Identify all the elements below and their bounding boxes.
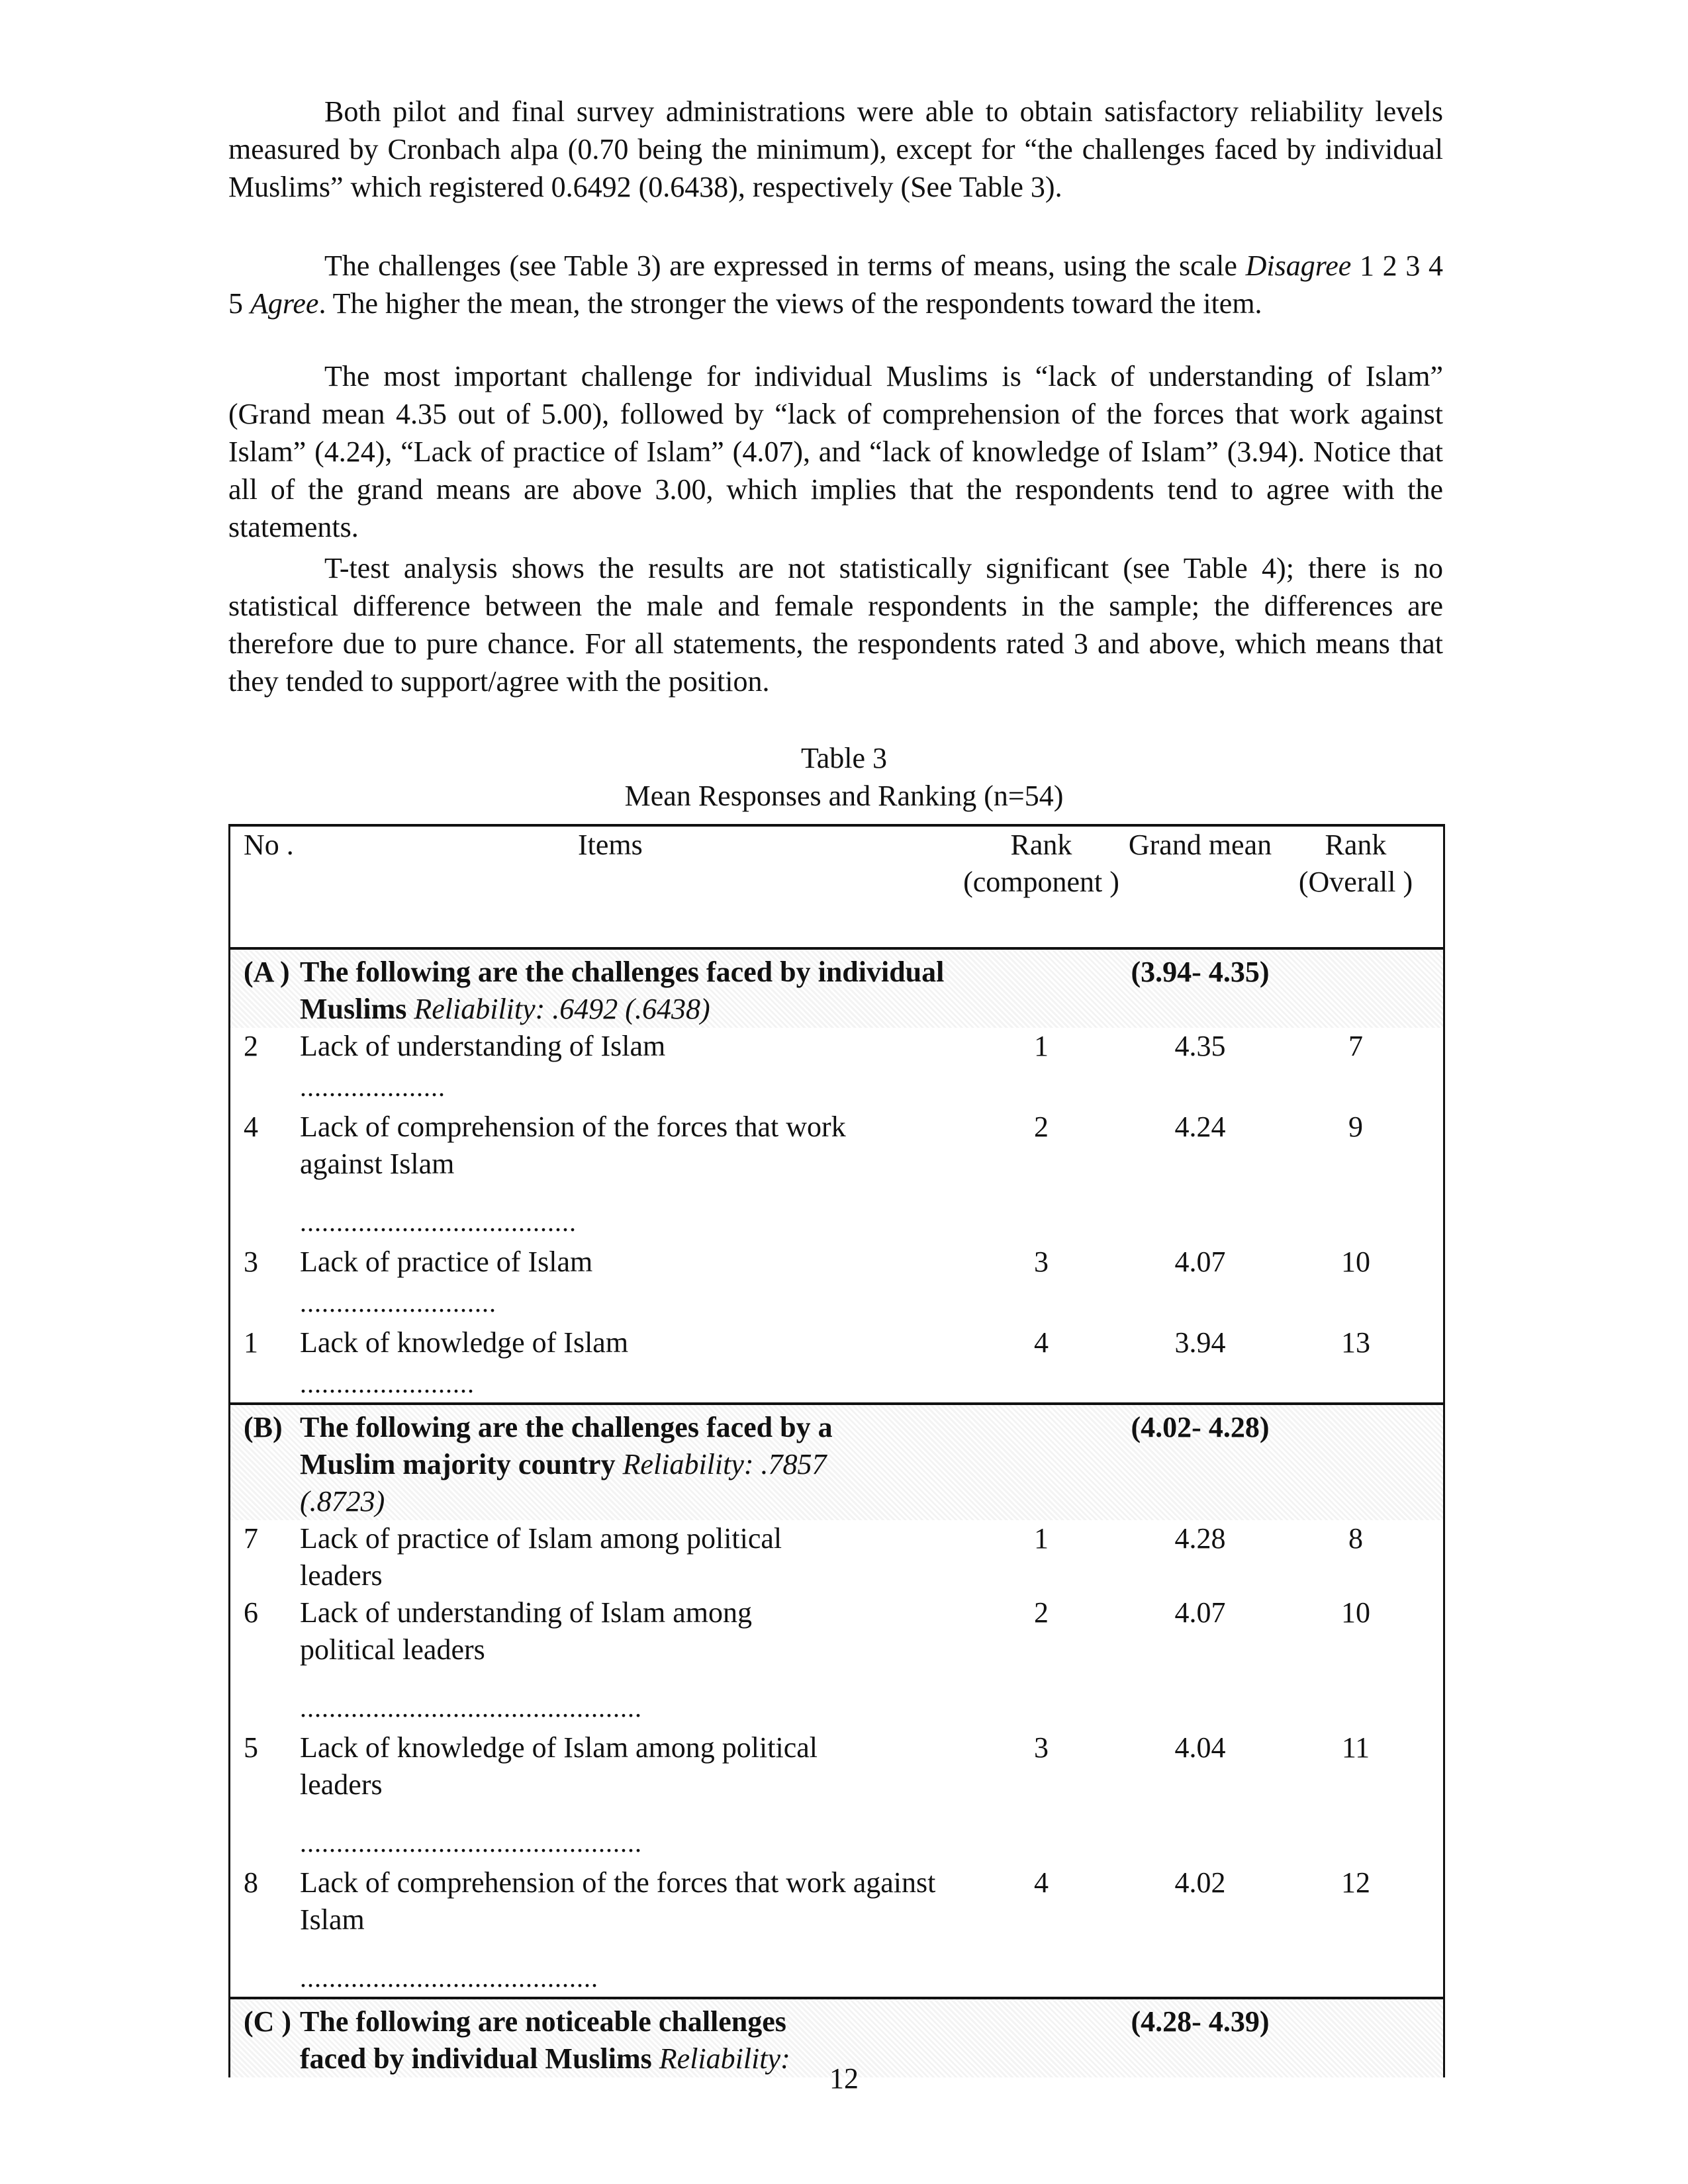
table-subtitle: Mean Responses and Ranking (n=54) [624, 780, 1064, 812]
row-no: 7 [244, 1522, 258, 1555]
page-number: 12 [829, 2062, 859, 2095]
row-item: Lack of practice of Islam among political leaders [300, 1522, 782, 1592]
mean-responses-table [228, 824, 1445, 2077]
row-rank-component: 2 [1034, 1111, 1049, 1143]
section-b-range: (4.02- 4.28) [1131, 1411, 1270, 1443]
row-item: Lack of understanding of Islam among political leaders ............................................... [300, 1596, 753, 1723]
row-item: Lack of knowledge of Islam among political leaders ............................................... [300, 1731, 818, 1858]
paragraph-reliability: Both pilot and final survey administrations were able to obtain satisfactory reliability levels measured by Cronbach alpa (0.70 being the minimum), except for “the challenges faced by individual Muslims” which registered 0.6492 (0.6438), respectively (See Table 3). [228, 95, 1443, 203]
row-rank-component: 4 [1034, 1326, 1049, 1359]
row-rank-component: 1 [1034, 1522, 1049, 1555]
row-item: Lack of comprehension of the forces that work against Islam ......................................... [300, 1866, 936, 1993]
table-row [230, 1244, 1443, 1316]
row-rank-component: 2 [1034, 1596, 1049, 1629]
row-rank-overall: 9 [1348, 1111, 1363, 1143]
section-b-label: (B) [244, 1411, 283, 1443]
row-rank-component: 4 [1034, 1866, 1049, 1899]
section-a-title: The following are the challenges faced by individual Muslims Reliability: .6492 (.6438) [300, 956, 945, 1025]
row-rank-overall: 10 [1341, 1246, 1370, 1278]
table-row [230, 1864, 1443, 1991]
row-no: 3 [244, 1246, 258, 1278]
row-no: 8 [244, 1866, 258, 1899]
table-row [230, 1520, 1443, 1594]
row-item: Lack of knowledge of Islam ........................ [300, 1326, 629, 1398]
row-rank-overall: 7 [1348, 1030, 1363, 1062]
row-rank-overall: 11 [1341, 1731, 1370, 1764]
row-grand-mean: 4.07 [1174, 1596, 1226, 1629]
row-grand-mean: 4.24 [1174, 1111, 1226, 1143]
table-row [230, 1594, 1443, 1721]
row-rank-component: 3 [1034, 1246, 1049, 1278]
section-b-title: The following are the challenges faced by a Muslim majority country Reliability: .7857 (.8723) [300, 1411, 833, 1518]
row-rank-overall: 13 [1341, 1326, 1370, 1359]
paragraph-ttest: T-test analysis shows the results are not statistically significant (see Table 4); there is no statistical difference between the male and female respondents in the sample; the differences are therefore due to pure chance. For all statements, the respondents rated 3 and above, which means that they tended to support/agree with the position. [228, 552, 1443, 698]
table-header-row [230, 824, 1443, 950]
header-no: No . [244, 829, 294, 861]
section-c-range: (4.28- 4.39) [1131, 2005, 1270, 2038]
table-row [230, 1324, 1443, 1397]
row-item: Lack of understanding of Islam .................... [300, 1030, 666, 1102]
table-row [230, 1028, 1443, 1101]
row-rank-component: 1 [1034, 1030, 1049, 1062]
section-a-label: (A ) [244, 956, 290, 988]
header-items: Items [578, 829, 643, 861]
header-grand-mean: Grand mean [1128, 829, 1272, 861]
table-row [230, 1109, 1443, 1236]
row-no: 1 [244, 1326, 258, 1359]
row-grand-mean: 4.35 [1174, 1030, 1226, 1062]
row-grand-mean: 3.94 [1174, 1326, 1226, 1359]
row-grand-mean: 4.04 [1174, 1731, 1226, 1764]
header-rank-overall: Rank (Overall ) [1298, 829, 1413, 898]
table-row [230, 1729, 1443, 1856]
row-item: Lack of comprehension of the forces that work against Islam ...................................... [300, 1111, 846, 1237]
row-no: 5 [244, 1731, 258, 1764]
row-no: 6 [244, 1596, 258, 1629]
row-no: 2 [244, 1030, 258, 1062]
section-a-header [230, 950, 1443, 1028]
section-a-range: (3.94- 4.35) [1131, 956, 1270, 988]
row-item: Lack of practice of Islam ........................... [300, 1246, 593, 1318]
row-rank-overall: 10 [1341, 1596, 1370, 1629]
row-rank-overall: 8 [1348, 1522, 1363, 1555]
section-c-label: (C ) [244, 2005, 292, 2038]
row-rank-overall: 12 [1341, 1866, 1370, 1899]
row-grand-mean: 4.28 [1174, 1522, 1226, 1555]
row-grand-mean: 4.07 [1174, 1246, 1226, 1278]
section-b-header [230, 1402, 1443, 1520]
row-no: 4 [244, 1111, 258, 1143]
header-rank-component: Rank (component ) [963, 829, 1119, 898]
section-c-title: The following are noticeable challenges faced by individual Muslims Reliability: [300, 2005, 790, 2075]
row-grand-mean: 4.02 [1174, 1866, 1226, 1899]
row-rank-component: 3 [1034, 1731, 1049, 1764]
paragraph-most-important: The most important challenge for individual Muslims is “lack of understanding of Islam” (Grand mean 4.35 out of 5.00), followed by “lack of comprehension of the forces that work against Islam” (4.24), “Lack of practice of Islam” (4.07), and “lack of knowledge of Islam” (3.94). Notice that all of the grand means are above 3.00, which implies that the respondents tend to agree with the statements. [228, 360, 1443, 543]
table-title: Table 3 [800, 742, 888, 774]
paragraph-scale: The challenges (see Table 3) are expressed in terms of means, using the scale Disagree 1 2 3 4 5 Agree. The higher the mean, the stronger the views of the respondents toward the item. [228, 250, 1444, 320]
